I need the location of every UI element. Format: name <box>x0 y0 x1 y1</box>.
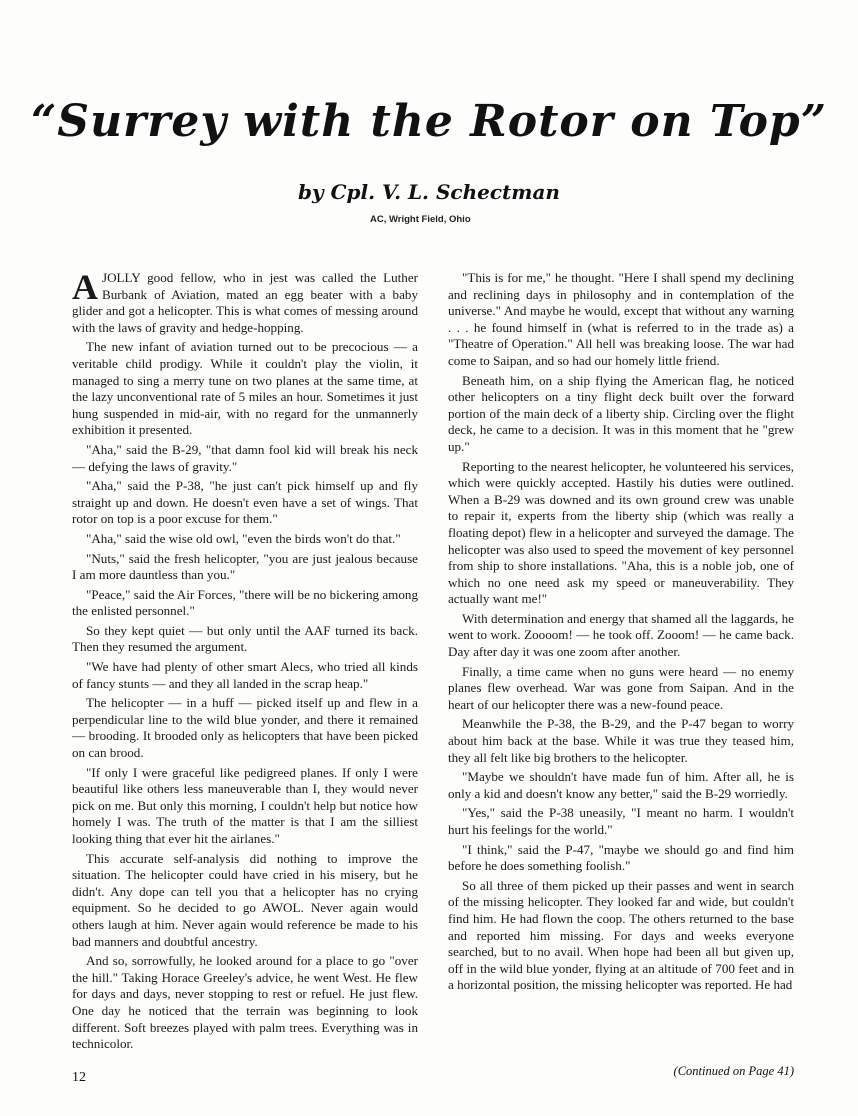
paragraph: "This is for me," he thought. "Here I shall spend my declining and reclining days in philosophy and in contemplation of the universe." And maybe he would, except that without any warning . . . he found himself in (what is referred to in the trade as) a "Theatre of Operation." All hell was breaking loose. The war had come to Saipan, and so had our homely little friend. <box>448 270 794 368</box>
paragraph: Meanwhile the P-38, the B-29, and the P-47 began to worry about him back at the base. While it was true they teased him, they all felt like big brothers to the helicopter. <box>448 716 794 765</box>
paragraph: And so, sorrowfully, he looked around for a place to go "over the hill." Taking Horace Greeley's advice, he went West. He flew for days and days, never stopping to rest or refuel. He just flew. One day he noticed that the terrain was beginning to look different. Soft breezes played with palm trees. Everything was in technicolor. <box>72 953 418 1052</box>
paragraph: Finally, a time came when no guns were heard — no enemy planes flew overhead. War was gone from Saipan. And in the heart of our helicopter there was a new-found peace. <box>448 663 794 712</box>
paragraph: With determination and energy that shamed all the laggards, he went to work. Zoooom! — he took off. Zooom! — he came back. Day after day it was one zoom after another. <box>448 610 794 660</box>
paragraph: "We have had plenty of other smart Alecs, who tried all kinds of fancy stunts — and they all landed in the scrap heap." <box>72 659 418 691</box>
page-number: 12 <box>72 1070 86 1085</box>
paragraph: This accurate self-analysis did nothing to improve the situation. The helicopter could have cried in his misery, but he didn't. Any dope can tell you that a helicopter has no crying equipment. So he decided to go AWOL. Never again would others laugh at him. Never again would reference be made to his bad manners and doubtful ancestry. <box>72 850 418 949</box>
paragraph: "Aha," said the wise old owl, "even the birds won't do that." <box>86 530 401 546</box>
paragraph: So they kept quiet — but only until the AAF turned its back. Then they resumed the argument. <box>72 622 418 655</box>
paragraph: The helicopter — in a huff — picked itself up and flew in a perpendicular line to the wild blue yonder, and there it remained — brooding. It brooded only as helicopters that have been picked on can brood. <box>72 695 418 761</box>
paragraph: Beneath him, on a ship flying the American flag, he noticed other helicopters on a tiny flight deck built over the forward portion of the main deck of a liberty ship. Circling over the flight deck, he came to a decision. It was in this moment that he "grew up." <box>448 372 794 454</box>
article-title: “Surrey with the Rotor on Top” <box>30 96 828 147</box>
paragraph: "Nuts," said the fresh helicopter, "you are just jealous because I am more dauntless than you." <box>72 550 418 583</box>
paragraph: "I think," said the P-47, "maybe we should go and find him before he does something foolish." <box>448 841 794 874</box>
right-column <box>448 270 794 997</box>
paragraph: AJOLLY good fellow, who in jest was called the Luther Burbank of Aviation, mated an egg beater with a baby glider and got a helicopter. This is what comes of messing around with the laws of gravity and hedge-hopping. <box>72 267 418 335</box>
paragraph: So all three of them picked up their passes and went in search of the missing helicopter. They looked far and wide, but couldn't find him. He had flown the coop. The others returned to the base and reported him missing. For days and weeks everyone searched, but to no avail. When hope had been all but given up, off in the wild blue yonder, flying at an altitude of 700 feet and in a horizontal position, the missing helicopter was reported. He had <box>448 877 794 993</box>
paragraph: "If only I were graceful like pedigreed planes. If only I were beautiful like others less maneuverable than I, they would never pick on me. But only this morning, I couldn't help but notice how homely I was. The truth of the matter is that I am the silliest looking thing that ever hit the airlanes." <box>72 764 418 846</box>
paragraph: "Aha," said the P-38, "he just can't pick himself up and fly straight up and down. He doesn't even have a set of wings. That rotor on top is a poor excuse for them." <box>72 478 418 527</box>
paragraph: "Peace," said the Air Forces, "there will be no bickering among the enlisted personnel." <box>72 586 418 619</box>
paragraph: "Aha," said the B-29, "that damn fool kid will break his neck — defying the laws of gravity." <box>72 441 418 474</box>
left-column <box>72 267 418 1056</box>
author-byline: by Cpl. V. L. Schectman <box>298 180 560 204</box>
paragraph: Reporting to the nearest helicopter, he volunteered his services, which were quickly accepted. Hastily his duties were outlined. When a B-29 was downed and its own ground crew was unable to repair it, experts from the liberty ship (which was really a floating depot) flew in a helicopter and surveyed the damage. The helicopter was also used to speed the movement of key personnel from ship to shore installations. "Aha, this is a noble job, one of which no one need ask my speed or maneuverability. They actually want me!" <box>448 458 794 607</box>
drop-cap: A <box>72 267 98 307</box>
paragraph: "Yes," said the P-38 uneasily, "I meant no harm. I wouldn't hurt his feelings for the world." <box>448 805 794 837</box>
author-affiliation: AC, Wright Field, Ohio <box>370 214 471 225</box>
paragraph: "Maybe we shouldn't have made fun of him. After all, he is only a kid and doesn't know any better," said the B-29 worriedly. <box>448 769 794 801</box>
paragraph: The new infant of aviation turned out to be precocious — a veritable child prodigy. While it couldn't play the violin, it managed to sing a merry tune on two planes at the same time, at the lazy unconventional rate of 5 miles an hour. Sometimes it just hung suspended in mid-air, with no regard for the unmannerly exhibition it presented. <box>72 339 418 438</box>
continued-note: (Continued on Page 41) <box>673 1064 794 1078</box>
